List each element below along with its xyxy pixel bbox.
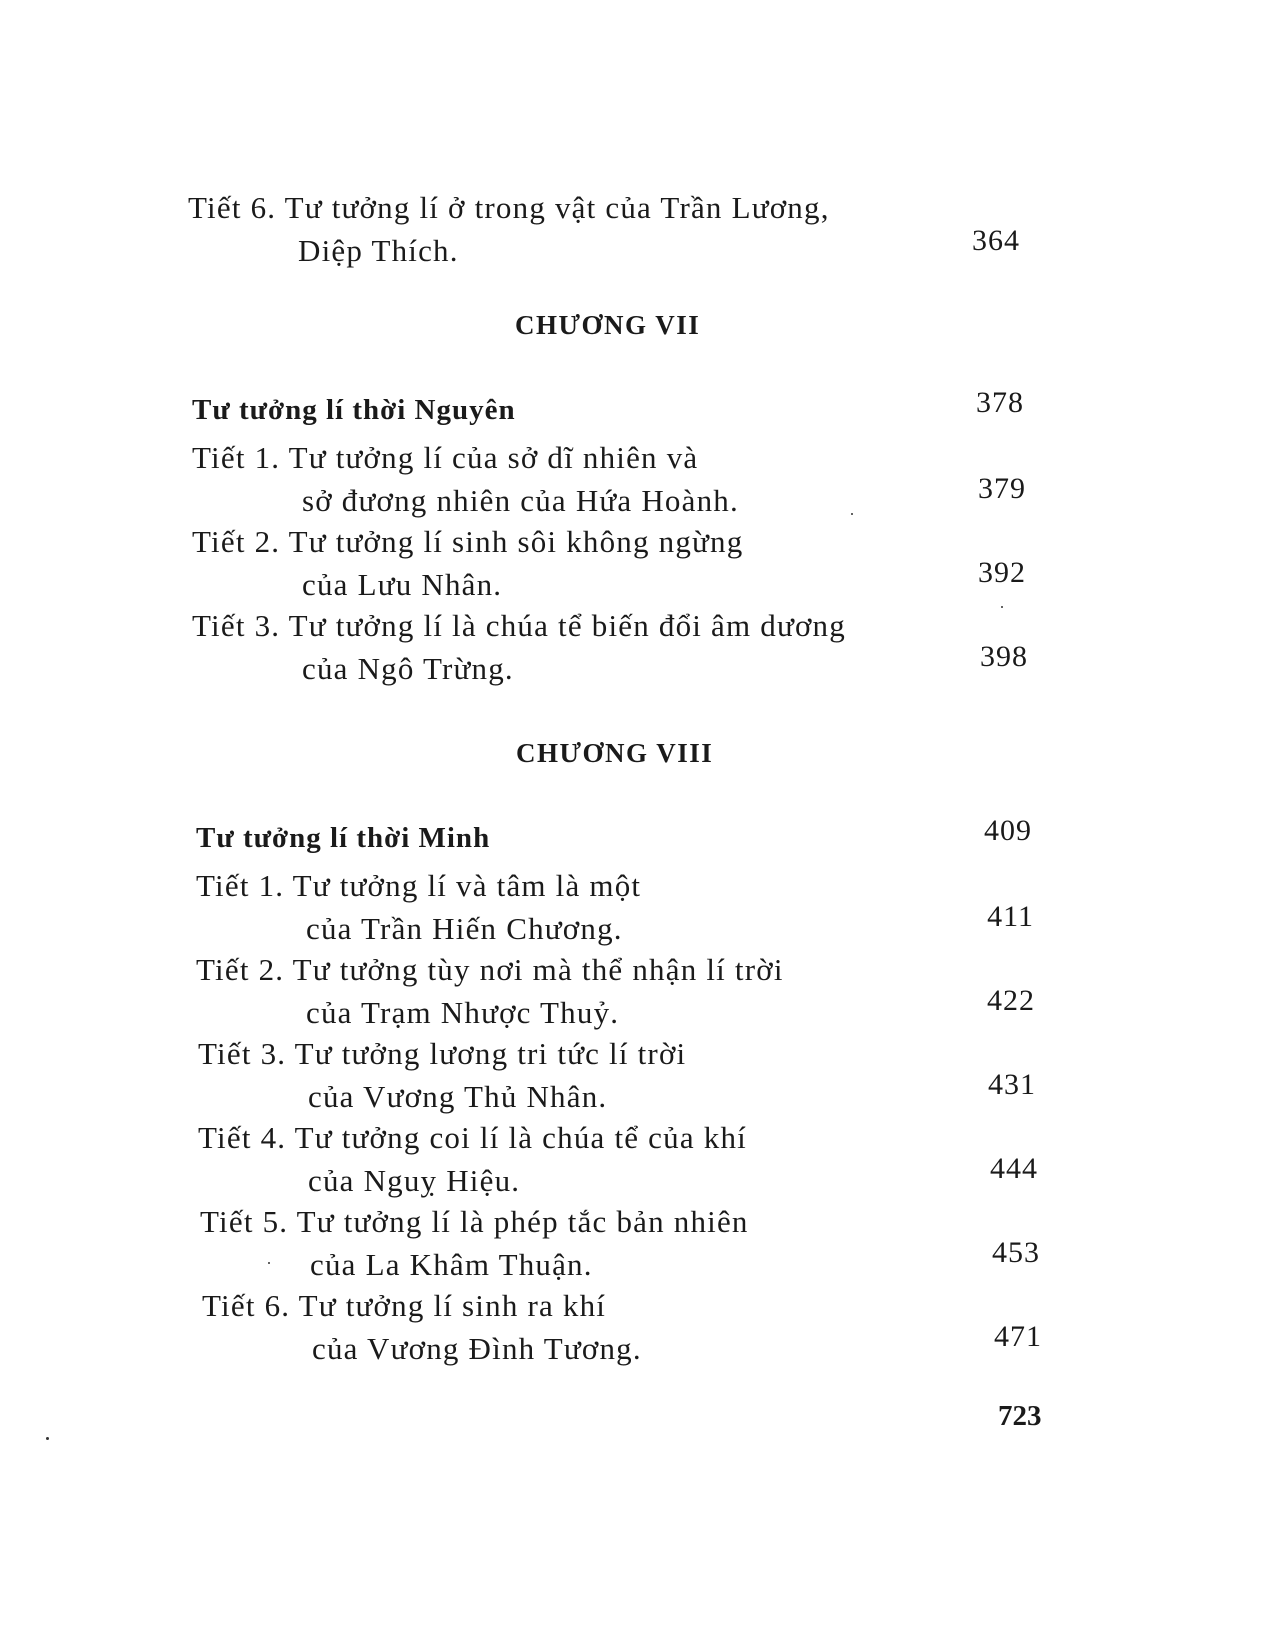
toc-entry: [200, 1200, 749, 1286]
entry-title-line-2: của La Khâm Thuận.: [310, 1247, 593, 1282]
entry-page-number: 398: [980, 640, 1028, 673]
entry-title-line-1: Tiết 2. Tư tưởng lí sinh sôi không ngừng: [192, 524, 744, 559]
chapter-title: CHƯƠNG VII: [515, 310, 701, 340]
toc-entry: [192, 520, 743, 606]
entry-title-line-1: Tiết 2. Tư tưởng tùy nơi mà thể nhận lí trời: [196, 952, 784, 987]
scan-speck: [268, 1262, 270, 1264]
entry-title-line-2: của Vương Thủ Nhân.: [308, 1079, 608, 1114]
entry-title-line-1: Tiết 1. Tư tưởng lí và tâm là một: [196, 868, 642, 903]
chapter-heading-page: 409: [984, 814, 1032, 847]
entry-title-line-1: Tiết 1. Tư tưởng lí của sở dĩ nhiên và: [192, 440, 699, 475]
entry-title-line-1: Tiết 3. Tư tưởng lương tri tức lí trời: [198, 1036, 687, 1071]
entry-title-line-1: Tiết 6. Tư tưởng lí ở trong vật của Trần Lương,: [188, 190, 830, 225]
entry-title-line-1: Tiết 4. Tư tưởng coi lí là chúa tể của khí: [198, 1120, 747, 1155]
toc-entry: [198, 1116, 747, 1202]
scan-speck: [46, 1437, 49, 1440]
entry-title-line-2: của Trạm Nhược Thuỷ.: [306, 995, 620, 1030]
toc-entry: [192, 436, 739, 522]
entry-title-line-2: của Nguỵ Hiệu.: [308, 1163, 521, 1198]
entry-page-number: 471: [994, 1320, 1042, 1353]
entry-title-line-2: của Lưu Nhân.: [302, 567, 503, 602]
entry-title-line-2: của Trần Hiến Chương.: [306, 911, 623, 946]
chapter-heading-page: 378: [976, 386, 1024, 419]
entry-title-line-2: của Vương Đình Tương.: [312, 1331, 642, 1366]
entry-title-line-1: Tiết 5. Tư tưởng lí là phép tắc bản nhiên: [200, 1204, 749, 1239]
entry-title-line-2: của Ngô Trừng.: [302, 651, 514, 686]
entry-page-number: 444: [990, 1152, 1038, 1185]
toc-entry: [192, 604, 846, 690]
toc-entry: [196, 864, 641, 950]
entry-title-line-2: Diệp Thích.: [298, 233, 459, 268]
scan-speck: [851, 513, 853, 515]
toc-entry: [188, 186, 830, 272]
scan-speck: [1001, 606, 1003, 608]
chapter-title: CHƯƠNG VIII: [516, 738, 714, 768]
entry-page-number: 364: [972, 224, 1020, 257]
entry-title-line-1: Tiết 6. Tư tưởng lí sinh ra khí: [202, 1288, 607, 1323]
entry-title-line-2: sở đương nhiên của Hứa Hoành.: [302, 483, 739, 518]
toc-entry: [202, 1284, 642, 1370]
entry-page-number: 411: [987, 900, 1034, 933]
entry-page-number: 379: [978, 472, 1026, 505]
entry-page-number: 453: [992, 1236, 1040, 1269]
chapter-heading: Tư tưởng lí thời Nguyên: [192, 394, 516, 426]
toc-entry: [198, 1032, 686, 1118]
entry-title-line-1: Tiết 3. Tư tưởng lí là chúa tể biến đổi âm dương: [192, 608, 846, 643]
entry-page-number: 431: [988, 1068, 1036, 1101]
entry-page-number: 392: [978, 556, 1026, 589]
page-number: 723: [998, 1400, 1042, 1432]
toc-entry: [196, 948, 784, 1034]
chapter-heading: Tư tưởng lí thời Minh: [196, 822, 491, 854]
entry-page-number: 422: [987, 984, 1035, 1017]
